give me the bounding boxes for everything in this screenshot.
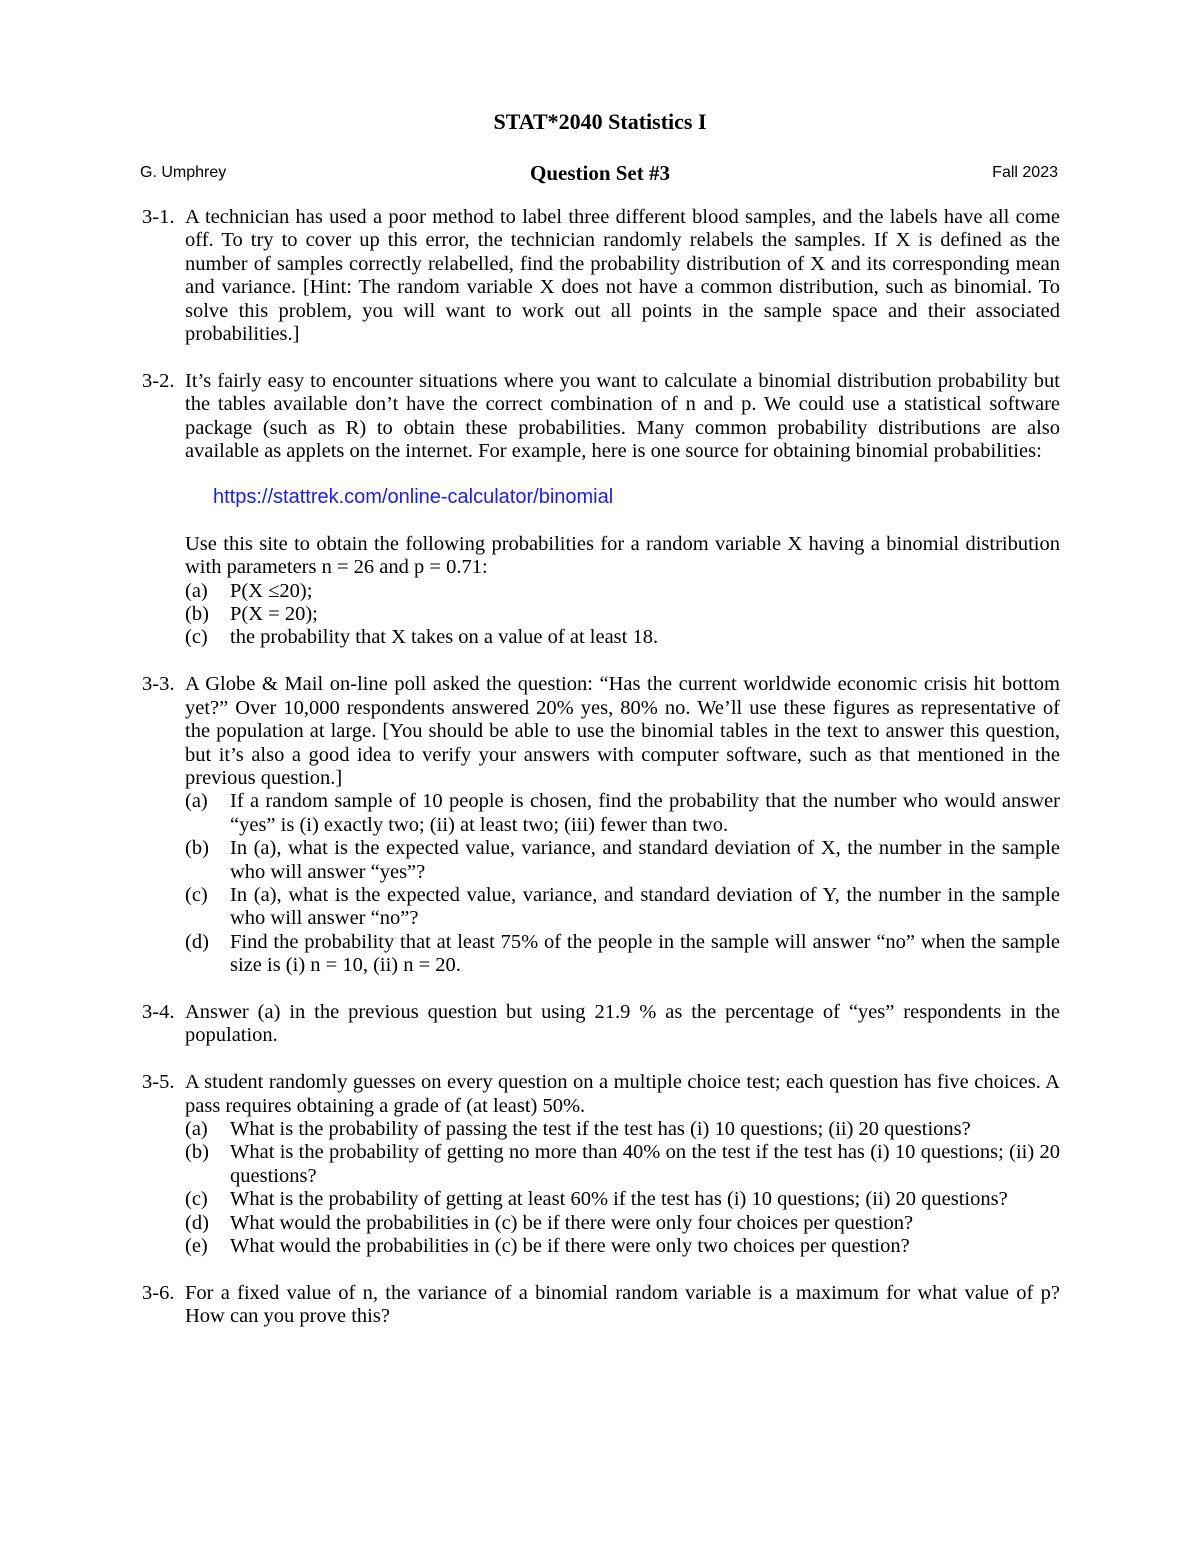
question-3-6: [142, 1282, 1060, 1329]
part-label: (b): [185, 1141, 209, 1164]
question-part: [185, 1141, 1060, 1188]
part-text: P(X = 20);: [230, 603, 318, 626]
question-part: [185, 626, 1060, 649]
question-part: [185, 1188, 1060, 1211]
part-label: (a): [185, 790, 208, 813]
question-number: 3-4.: [142, 1000, 175, 1023]
question-number: 3-6.: [142, 1281, 175, 1304]
question-part: [185, 1118, 1060, 1141]
question-text: It’s fairly easy to encounter situations where you want to calculate a binomial distribution probability but the tables available don’t have the correct combination of n and p. We could use a statistical software package (such as R) to obtain these probabilities. Many common probability distributions are also available as applets on the internet. For example, here is one source for obtaining binomial probabilities:: [185, 369, 1060, 463]
part-label: (a): [185, 579, 208, 602]
part-text: In (a), what is the expected value, variance, and standard deviation of Y, the number in the sample who will answer “no”?: [230, 883, 1060, 930]
part-label: (e): [185, 1235, 208, 1257]
question-list: [142, 206, 1060, 1352]
part-text: What is the probability of passing the test if the test has (i) 10 questions; (ii) 20 questions?: [230, 1117, 971, 1140]
question-part: [185, 931, 1060, 978]
part-text: If a random sample of 10 people is chosen, find the probability that the number who would answer “yes” is (i) exactly two; (ii) at least two; (iii) fewer than two.: [230, 790, 1060, 836]
question-number: 3-3.: [142, 673, 175, 696]
question-part: [185, 790, 1060, 837]
part-text: What is the probability of getting no more than 40% on the test if the test has (i) 10 questions; (ii) 20 questions?: [230, 1141, 1060, 1187]
question-number: 3-1.: [142, 206, 175, 228]
part-text: In (a), what is the expected value, variance, and standard deviation of X, the number in the sample who will answer “yes”?: [230, 837, 1060, 883]
term-label: Fall 2023: [992, 164, 1058, 181]
question-3-1: [142, 206, 1060, 346]
part-label: (b): [185, 837, 209, 860]
part-text: What would the probabilities in (c) be if there were only four choices per question?: [230, 1211, 914, 1234]
question-3-3: [142, 673, 1060, 977]
part-label: (b): [185, 603, 209, 626]
question-3-5: [142, 1071, 1060, 1258]
question-part: [185, 884, 1060, 931]
part-label: (c): [185, 883, 208, 906]
question-part: [185, 580, 1060, 603]
question-number: 3-2.: [142, 369, 175, 392]
question-instruction: Use this site to obtain the following probabilities for a random variable X having a binomial distribution with parameters n = 26 and p = 0.71:: [185, 532, 1060, 579]
part-label: (d): [185, 930, 209, 953]
part-text: What would the probabilities in (c) be if there were only two choices per question?: [230, 1235, 910, 1257]
question-text: A student randomly guesses on every question on a multiple choice test; each question has five choices. A pass requires obtaining a grade of (at least) 50%.: [185, 1071, 1060, 1117]
question-part: [185, 1212, 1060, 1235]
part-text: What is the probability of getting at least 60% if the test has (i) 10 questions; (ii) 20 questions?: [230, 1188, 1008, 1211]
question-3-4: [142, 1001, 1060, 1048]
question-3-2: [142, 370, 1060, 650]
binomial-calculator-link[interactable]: https://stattrek.com/online-calculator/binomial: [213, 486, 614, 509]
question-part: [185, 1235, 1060, 1258]
part-label: (d): [185, 1211, 209, 1234]
question-text: Answer (a) in the previous question but using 21.9 % as the percentage of “yes” respondents in the population.: [185, 1000, 1060, 1047]
part-text: P(X ≤20);: [230, 579, 313, 602]
question-text: For a fixed value of n, the variance of a binomial random variable is a maximum for what value of p? How can you prove this?: [185, 1281, 1060, 1328]
question-set-title: Question Set #3: [529, 161, 670, 185]
part-label: (c): [185, 626, 208, 649]
part-text: Find the probability that at least 75% of the people in the sample will answer “no” when the sample size is (i) n = 10, (ii) n = 20.: [230, 930, 1060, 977]
instructor-name: G. Umphrey: [140, 164, 227, 181]
part-label: (c): [185, 1188, 208, 1211]
course-title: STAT*2040 Statistics I: [493, 109, 707, 134]
question-number: 3-5.: [142, 1071, 175, 1094]
question-part: [185, 837, 1060, 884]
part-label: (a): [185, 1117, 208, 1140]
question-text: A Globe & Mail on-line poll asked the question: “Has the current worldwide economic crisis hit bottom yet?” Over 10,000 respondents answered 20% yes, 80% no. We’ll use these figures as representative of the population at large. [You should be able to use the binomial tables in the text to answer this question, but it’s also a good idea to verify your answers with computer software, such as that mentioned in the previous question.]: [185, 673, 1060, 789]
question-part: [185, 603, 1060, 626]
question-text: A technician has used a poor method to label three different blood samples, and the labels have all come off. To try to cover up this error, the technician randomly relabels the samples. If X is defined as the number of samples correctly relabelled, find the probability distribution of X and its corresponding mean and variance. [Hint: The random variable X does not have a common distribution, such as binomial. To solve this problem, you will want to work out all points in the sample space and their associated probabilities.]: [185, 206, 1060, 346]
part-text: the probability that X takes on a value of at least 18.: [230, 626, 659, 649]
